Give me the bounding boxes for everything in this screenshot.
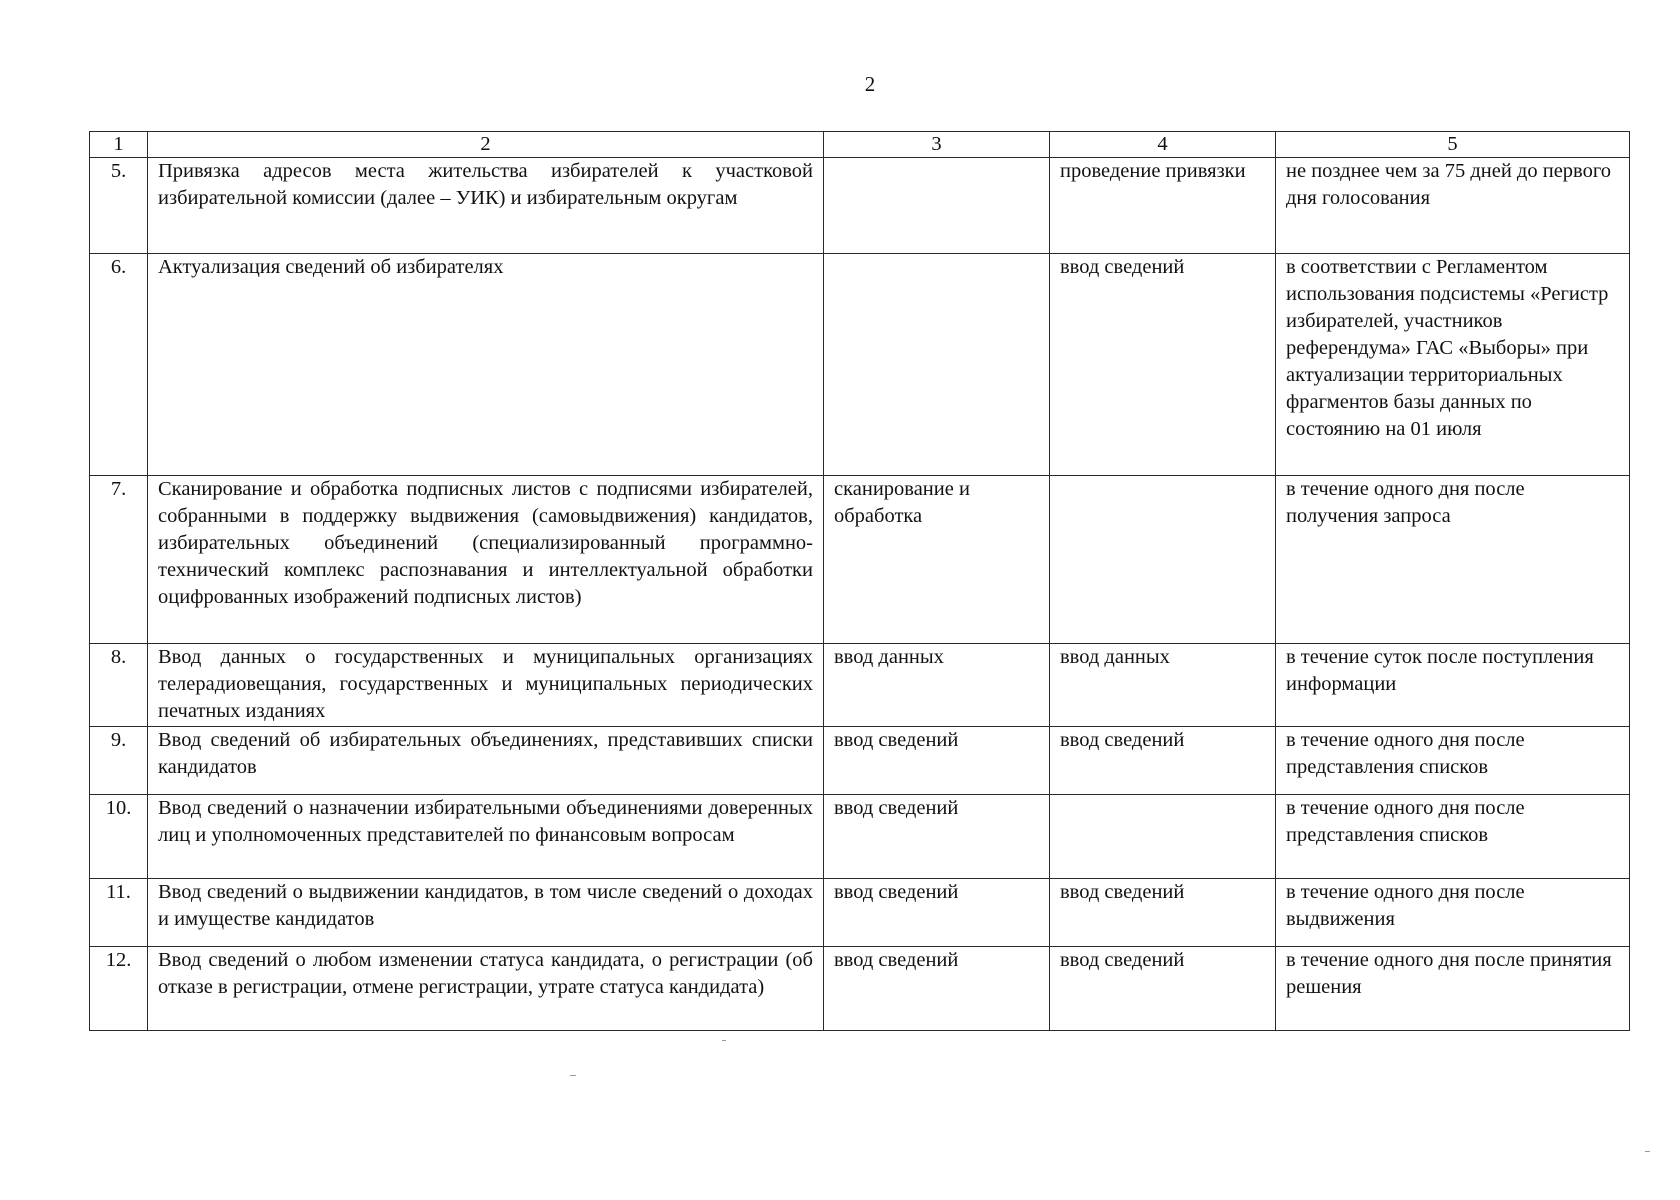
row-col3: сканирование и обработка	[824, 476, 1050, 644]
header-col-5: 5	[1276, 132, 1630, 158]
row-col3	[824, 158, 1050, 254]
row-number: 12.	[90, 947, 148, 1031]
row-description: Ввод сведений о выдвижении кандидатов, в том числе сведений о доходах и имуществе кандидатов	[148, 879, 824, 947]
scan-speck	[570, 1075, 576, 1076]
row-number: 10.	[90, 795, 148, 879]
row-deadline: в течение суток после поступления информации	[1276, 644, 1630, 727]
table-row	[90, 476, 1630, 644]
row-description: Ввод данных о государственных и муниципальных организациях телерадиовещания, государственных и муниципальных периодических печатных изданиях	[148, 644, 824, 727]
row-deadline: в течение одного дня после получения запроса	[1276, 476, 1630, 644]
row-description: Ввод сведений о назначении избирательными объединениями доверенных лиц и уполномоченных представителей по финансовым вопросам	[148, 795, 824, 879]
table-row	[90, 254, 1630, 476]
row-col4: ввод сведений	[1050, 947, 1276, 1031]
row-deadline: в течение одного дня после принятия решения	[1276, 947, 1630, 1031]
row-number: 5.	[90, 158, 148, 254]
table-row	[90, 947, 1630, 1031]
row-deadline: в течение одного дня после выдвижения	[1276, 879, 1630, 947]
row-deadline: не позднее чем за 75 дней до первого дня голосования	[1276, 158, 1630, 254]
header-col-2: 2	[148, 132, 824, 158]
row-col3: ввод сведений	[824, 947, 1050, 1031]
row-col4	[1050, 795, 1276, 879]
row-col4: проведение привязки	[1050, 158, 1276, 254]
row-col4: ввод данных	[1050, 644, 1276, 727]
row-col3: ввод сведений	[824, 879, 1050, 947]
row-deadline: в течение одного дня после представления списков	[1276, 727, 1630, 795]
header-col-1: 1	[90, 132, 148, 158]
row-number: 6.	[90, 254, 148, 476]
header-col-4: 4	[1050, 132, 1276, 158]
row-col3: ввод данных	[824, 644, 1050, 727]
header-col-3: 3	[824, 132, 1050, 158]
row-description: Актуализация сведений об избирателях	[148, 254, 824, 476]
row-col3	[824, 254, 1050, 476]
row-col3: ввод сведений	[824, 727, 1050, 795]
schedule-table	[89, 131, 1630, 1031]
row-description: Ввод сведений об избирательных объединениях, представивших списки кандидатов	[148, 727, 824, 795]
row-number: 9.	[90, 727, 148, 795]
row-number: 8.	[90, 644, 148, 727]
page-number: 2	[864, 72, 876, 96]
row-deadline: в соответствии с Регламентом использования подсистемы «Регистр избирателей, участников референдума» ГАС «Выборы» при актуализации территориальных фрагментов базы данных по состоянию на 01 июля	[1276, 254, 1630, 476]
row-col4	[1050, 476, 1276, 644]
scan-speck	[1645, 1151, 1650, 1152]
table-row	[90, 727, 1630, 795]
row-col3: ввод сведений	[824, 795, 1050, 879]
table-row	[90, 879, 1630, 947]
row-description: Привязка адресов места жительства избирателей к участковой избирательной комиссии (далее – УИК) и избирательным округам	[148, 158, 824, 254]
row-deadline: в течение одного дня после представления списков	[1276, 795, 1630, 879]
header-row	[90, 132, 1630, 158]
table-row	[90, 795, 1630, 879]
row-number: 7.	[90, 476, 148, 644]
table-row	[90, 158, 1630, 254]
row-description: Ввод сведений о любом изменении статуса кандидата, о регистрации (об отказе в регистрации, отмене регистрации, утрате статуса кандидата)	[148, 947, 824, 1031]
table-row	[90, 644, 1630, 727]
scan-speck	[722, 1040, 726, 1041]
row-col4: ввод сведений	[1050, 254, 1276, 476]
row-col4: ввод сведений	[1050, 727, 1276, 795]
row-number: 11.	[90, 879, 148, 947]
row-col4: ввод сведений	[1050, 879, 1276, 947]
row-description: Сканирование и обработка подписных листов с подписями избирателей, собранными в поддержку выдвижения (самовыдвижения) кандидатов, избирательных объединений (специализированный программно-технический комплекс распознавания и интеллектуальной обработки оцифрованных изображений подписных листов)	[148, 476, 824, 644]
